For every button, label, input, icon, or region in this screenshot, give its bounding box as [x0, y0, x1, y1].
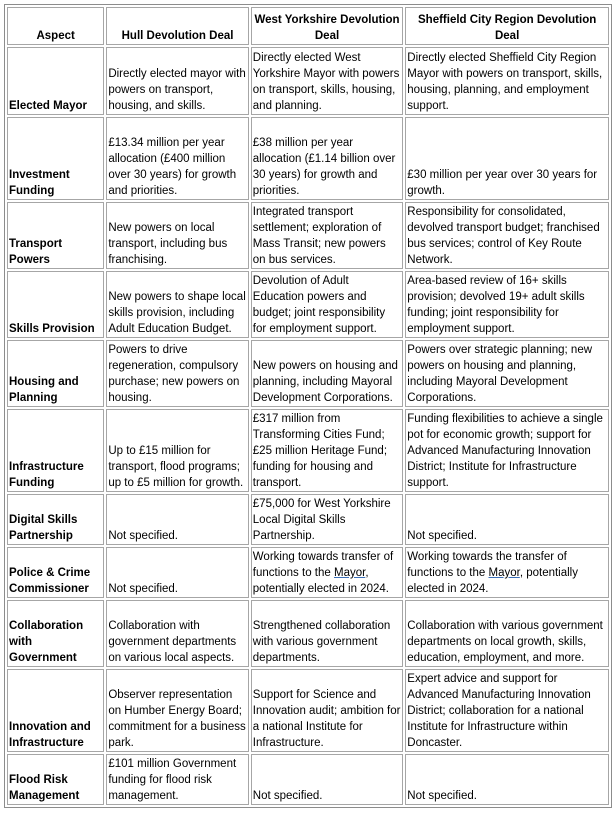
cell-text: Working towards transfer of functions to the	[252, 551, 394, 579]
west-yorkshire-cell: Not specified.	[251, 754, 404, 805]
aspect-cell: Flood Risk Management	[7, 754, 104, 805]
hull-cell: Up to £15 million for transport, flood programs; up to £5 million for growth.	[106, 409, 248, 492]
header-hull: Hull Devolution Deal	[106, 7, 248, 45]
aspect-cell: Innovation and Infrastructure	[7, 669, 104, 752]
cell-text: Working towards the transfer of functions to the	[407, 551, 567, 579]
aspect-cell: Collaboration with Government	[7, 600, 104, 667]
west-yorkshire-cell: Integrated transport settlement; exploration of Mass Transit; new powers on bus services.	[251, 202, 404, 269]
west-yorkshire-cell	[251, 547, 404, 598]
hull-cell: Collaboration with government departments on various local aspects.	[106, 600, 248, 667]
hull-cell: New powers on local transport, including bus franchising.	[106, 202, 248, 269]
hull-cell: £101 million Government funding for flood risk management.	[106, 754, 248, 805]
aspect-cell: Transport Powers	[7, 202, 104, 269]
header-sheffield: Sheffield City Region Devolution Deal	[405, 7, 609, 45]
aspect-cell: Housing and Planning	[7, 340, 104, 407]
cell-text: , potentially elected in 2024.	[252, 567, 389, 595]
sheffield-cell: Collaboration with various government departments on local growth, skills, education, employment, and more.	[405, 600, 609, 667]
aspect-cell: Skills Provision	[7, 271, 104, 338]
sheffield-cell: £30 million per year over 30 years for growth.	[405, 117, 609, 200]
cell-text: , potentially elected in 2024.	[407, 567, 578, 595]
west-yorkshire-cell: Strengthened collaboration with various government departments.	[251, 600, 404, 667]
aspect-cell: Police & Crime Commissioner	[7, 547, 104, 598]
devolution-comparison-table	[4, 4, 612, 808]
comparison-table-container	[4, 4, 612, 808]
table-row	[7, 271, 609, 338]
hull-cell: Not specified.	[106, 494, 248, 545]
mayor-term: Mayor	[333, 567, 366, 579]
aspect-cell: Digital Skills Partnership	[7, 494, 104, 545]
west-yorkshire-cell: £75,000 for West Yorkshire Local Digital Skills Partnership.	[251, 494, 404, 545]
sheffield-cell: Responsibility for consolidated, devolved transport budget; franchised bus services; control of Key Route Network.	[405, 202, 609, 269]
hull-cell: Directly elected mayor with powers on transport, housing, and skills.	[106, 47, 248, 115]
table-row	[7, 340, 609, 407]
table-row	[7, 494, 609, 545]
header-row	[7, 7, 609, 45]
west-yorkshire-cell: £317 million from Transforming Cities Fund; £25 million Heritage Fund; funding for housing and transport.	[251, 409, 404, 492]
aspect-cell: Investment Funding	[7, 117, 104, 200]
table-row	[7, 117, 609, 200]
table-row	[7, 547, 609, 598]
sheffield-cell: Expert advice and support for Advanced Manufacturing Innovation District; collaboration for a national Institute for Infrastructure within Doncaster.	[405, 669, 609, 752]
west-yorkshire-cell: Support for Science and Innovation audit; ambition for a national Institute for Infrastructure.	[251, 669, 404, 752]
sheffield-cell: Not specified.	[405, 754, 609, 805]
header-aspect: Aspect	[7, 7, 104, 45]
table-row	[7, 600, 609, 667]
west-yorkshire-cell: £38 million per year allocation (£1.14 billion over 30 years) for growth and priorities.	[251, 117, 404, 200]
west-yorkshire-cell: Devolution of Adult Education powers and budget; joint responsibility for employment support.	[251, 271, 404, 338]
sheffield-cell: Powers over strategic planning; new powers on housing and planning, including Mayoral Development Corporations.	[405, 340, 609, 407]
table-row	[7, 47, 609, 115]
sheffield-cell: Not specified.	[405, 494, 609, 545]
west-yorkshire-cell: Directly elected West Yorkshire Mayor with powers on transport, skills, housing, and planning.	[251, 47, 404, 115]
table-row	[7, 754, 609, 805]
sheffield-cell: Area-based review of 16+ skills provision; devolved 19+ adult skills funding; joint responsibility for employment support.	[405, 271, 609, 338]
hull-cell: Not specified.	[106, 547, 248, 598]
sheffield-cell: Funding flexibilities to achieve a single pot for economic growth; support for Advanced Manufacturing Innovation District; Institute for Infrastructure support.	[405, 409, 609, 492]
hull-cell: New powers to shape local skills provision, including Adult Education Budget.	[106, 271, 248, 338]
hull-cell: Observer representation on Humber Energy Board; commitment for a business park.	[106, 669, 248, 752]
sheffield-cell	[405, 547, 609, 598]
table-row	[7, 669, 609, 752]
sheffield-cell: Directly elected Sheffield City Region Mayor with powers on transport, skills, housing, planning, and employment support.	[405, 47, 609, 115]
hull-cell: £13.34 million per year allocation (£400 million over 30 years) for growth and priorities.	[106, 117, 248, 200]
aspect-cell: Elected Mayor	[7, 47, 104, 115]
mayor-term: Mayor	[488, 567, 520, 579]
table-row	[7, 202, 609, 269]
west-yorkshire-cell: New powers on housing and planning, including Mayoral Development Corporations.	[251, 340, 404, 407]
hull-cell: Powers to drive regeneration, compulsory purchase; new powers on housing.	[106, 340, 248, 407]
header-west-yorkshire: West Yorkshire Devolution Deal	[251, 7, 404, 45]
table-row	[7, 409, 609, 492]
aspect-cell: Infrastructure Funding	[7, 409, 104, 492]
